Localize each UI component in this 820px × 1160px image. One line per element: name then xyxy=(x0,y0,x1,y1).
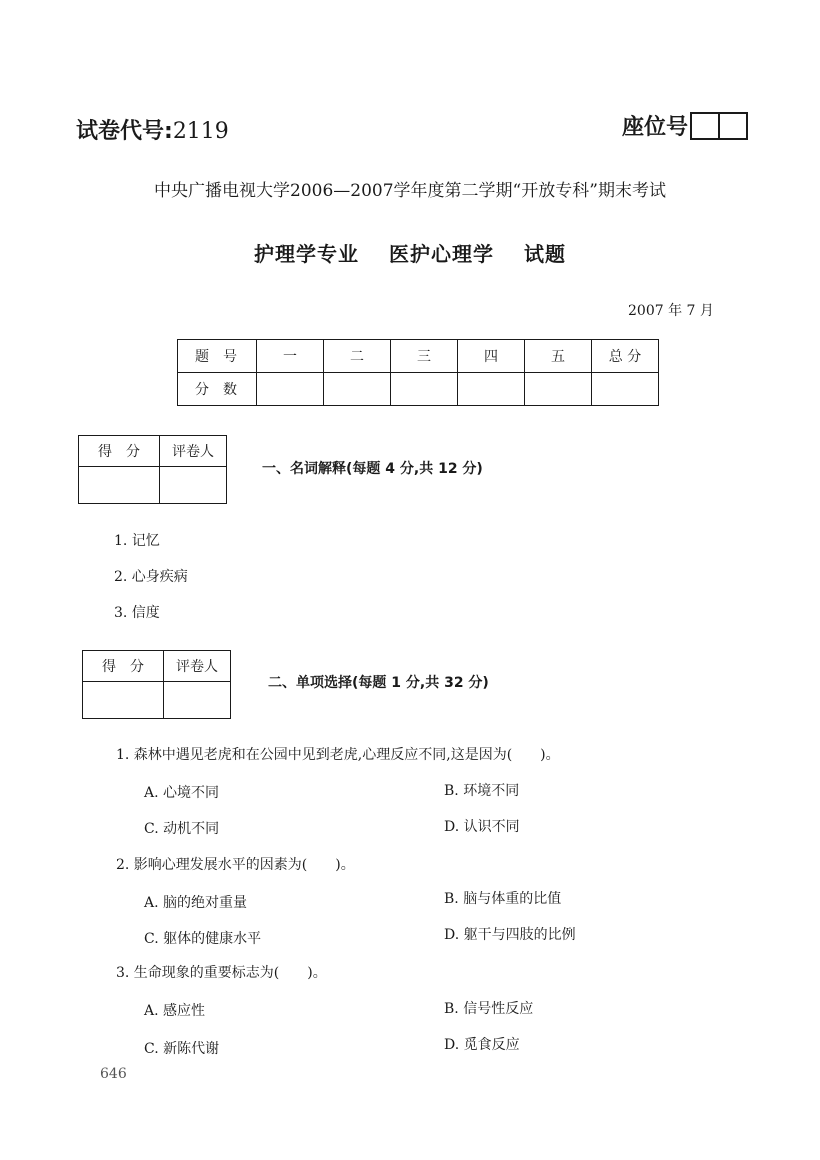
score-table-col: 三 xyxy=(391,340,458,373)
grade-grader-cell[interactable] xyxy=(164,682,231,719)
term-item: 3. 信度 xyxy=(114,605,160,621)
score-table-col: 五 xyxy=(525,340,592,373)
grade-grader-label: 评卷人 xyxy=(164,651,231,682)
option-b: B. 脑与体重的比值 xyxy=(444,891,562,907)
option-c: C. 躯体的健康水平 xyxy=(144,931,262,947)
seat-number xyxy=(622,110,748,141)
grade-grader-cell[interactable] xyxy=(160,467,227,504)
score-table-header-row xyxy=(178,340,659,373)
grade-score-label: 得分 xyxy=(79,436,160,467)
option-b: B. 信号性反应 xyxy=(444,1001,534,1017)
option-d: D. 躯干与四肢的比例 xyxy=(444,927,576,943)
grade-score-label: 得分 xyxy=(83,651,164,682)
grade-grader-label: 评卷人 xyxy=(160,436,227,467)
score-table-row-label: 题号 xyxy=(178,340,257,373)
score-table xyxy=(177,339,659,406)
score-table-col: 四 xyxy=(458,340,525,373)
score-table-col: 二 xyxy=(324,340,391,373)
question-stem: 1. 森林中遇见老虎和在公园中见到老虎,心理反应不同,这是因为( )。 xyxy=(116,747,560,763)
question-stem: 2. 影响心理发展水平的因素为( )。 xyxy=(116,857,355,873)
section2-heading: 二、单项选择(每题 1 分,共 32 分) xyxy=(268,675,489,691)
term-item: 2. 心身疾病 xyxy=(114,569,188,585)
exam-title xyxy=(0,238,820,267)
grade-box-section2 xyxy=(82,650,231,719)
option-d: D. 认识不同 xyxy=(444,819,520,835)
seat-label: 座位号 xyxy=(622,115,689,140)
option-a: A. 心境不同 xyxy=(144,785,220,801)
question-stem: 3. 生命现象的重要标志为( )。 xyxy=(116,965,327,981)
grade-box-section1 xyxy=(78,435,227,504)
page-number: 646 xyxy=(100,1066,127,1082)
seat-box xyxy=(720,112,748,140)
exam-subtitle: 中央广播电视大学2006—2007学年度第二学期“开放专科”期末考试 xyxy=(154,181,666,201)
seat-boxes xyxy=(690,112,748,140)
paper-code-value: 2119 xyxy=(172,119,229,144)
score-cell[interactable] xyxy=(525,373,592,406)
paper-code xyxy=(76,114,229,145)
exam-date: 2007 年 7 月 xyxy=(628,303,714,319)
title-major: 护理学专业 xyxy=(254,242,359,266)
grade-score-cell[interactable] xyxy=(83,682,164,719)
score-cell[interactable] xyxy=(391,373,458,406)
score-cell[interactable] xyxy=(324,373,391,406)
term-item: 1. 记忆 xyxy=(114,533,160,549)
option-c: C. 动机不同 xyxy=(144,821,220,837)
section1-heading: 一、名词解释(每题 4 分,共 12 分) xyxy=(262,461,483,477)
score-table-col: 总 分 xyxy=(592,340,659,373)
score-cell[interactable] xyxy=(458,373,525,406)
score-cell[interactable] xyxy=(257,373,324,406)
score-cell[interactable] xyxy=(592,373,659,406)
score-table-score-row xyxy=(178,373,659,406)
score-table-row-label: 分数 xyxy=(178,373,257,406)
title-kind: 试题 xyxy=(524,242,566,266)
option-c: C. 新陈代谢 xyxy=(144,1041,220,1057)
title-course: 医护心理学 xyxy=(389,242,494,266)
option-a: A. 脑的绝对重量 xyxy=(144,895,248,911)
score-table-col: 一 xyxy=(257,340,324,373)
grade-score-cell[interactable] xyxy=(79,467,160,504)
paper-code-label: 试卷代号: xyxy=(76,119,173,144)
option-d: D. 觅食反应 xyxy=(444,1037,520,1053)
seat-box xyxy=(690,112,720,140)
option-a: A. 感应性 xyxy=(144,1003,206,1019)
option-b: B. 环境不同 xyxy=(444,783,520,799)
